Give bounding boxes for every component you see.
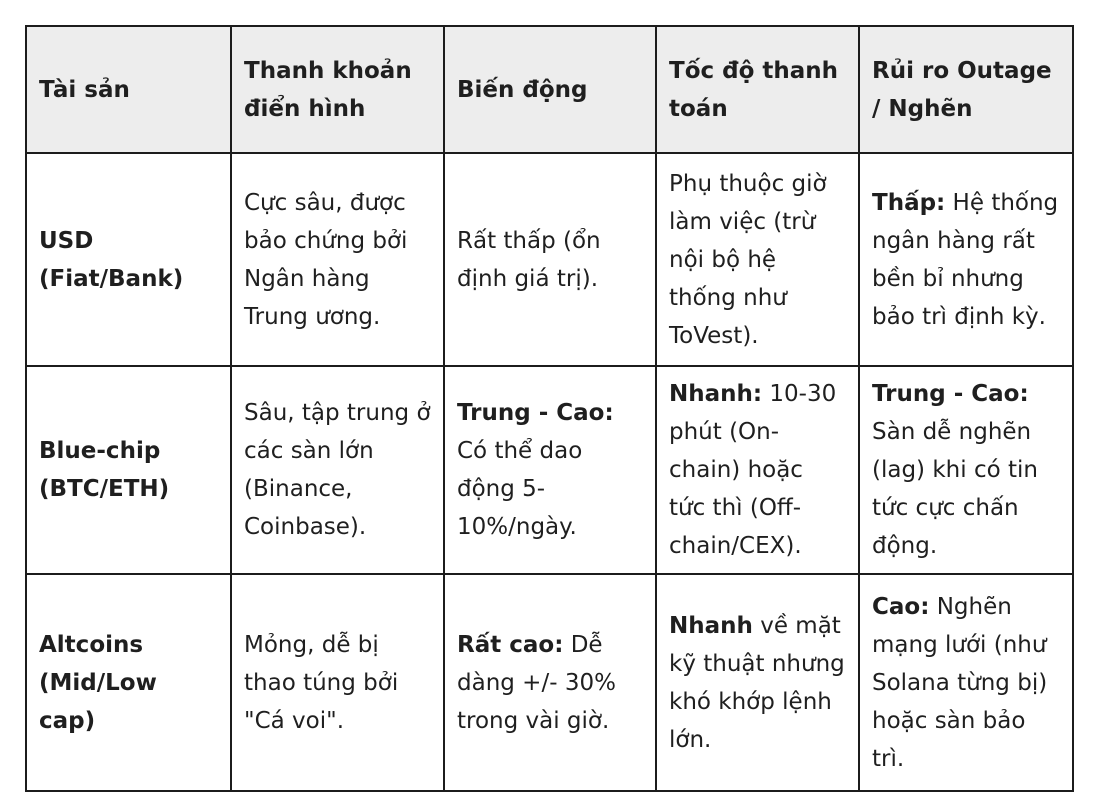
- cell-liquidity: [231, 574, 444, 791]
- cell-volatility: [444, 574, 656, 791]
- cell-outage: [859, 574, 1073, 791]
- cell-text: về mặt kỹ thuật nhưng khó khớp lệnh lớn.: [669, 612, 845, 753]
- cell-lead: Rất cao:: [457, 631, 564, 658]
- cell-outage: [859, 366, 1073, 574]
- header-cell-outage: Rủi ro Outage / Nghẽn: [859, 26, 1073, 153]
- cell-text: 10-30 phút (On-chain) hoặc tức thì (Off-chain/CEX).: [669, 381, 837, 559]
- cell-lead: Trung - Cao:: [872, 381, 1029, 407]
- cell-lead: Trung - Cao:: [457, 400, 614, 426]
- cell-settlement: [656, 574, 859, 791]
- cell-text: Sâu, tập trung ở các sàn lớn (Binance, Coinbase).: [244, 400, 431, 540]
- cell-lead: Nhanh: [669, 612, 753, 639]
- cell-outage: [859, 153, 1073, 366]
- cell-text: Nghẽn mạng lưới (như Solana từng bị) hoặc sàn bảo trì.: [872, 593, 1048, 772]
- cell-liquidity: [231, 366, 444, 574]
- cell-text: Rất thấp (ổn định giá trị).: [457, 227, 601, 292]
- asset-name: USD (Fiat/Bank): [26, 153, 231, 366]
- cell-lead: Nhanh:: [669, 381, 763, 407]
- cell-volatility: [444, 366, 656, 574]
- table-row-bluechip: [26, 366, 1073, 574]
- cell-settlement: [656, 366, 859, 574]
- cell-text: Phụ thuộc giờ làm việc (trừ nội bộ hệ thống như ToVest).: [669, 170, 827, 349]
- table-row-usd: [26, 153, 1073, 366]
- asset-name: Altcoins (Mid/Low cap): [26, 574, 231, 791]
- asset-name: Blue-chip (BTC/ETH): [26, 366, 231, 574]
- cell-text: Dễ dàng +/- 30% trong vài giờ.: [457, 631, 616, 734]
- asset-comparison-table: [25, 25, 1074, 792]
- cell-liquidity: [231, 153, 444, 366]
- cell-settlement: [656, 153, 859, 366]
- cell-text: Cực sâu, được bảo chứng bởi Ngân hàng Trung ương.: [244, 189, 408, 330]
- header-cell-asset: Tài sản: [26, 26, 231, 153]
- header-cell-settlement: Tốc độ thanh toán: [656, 26, 859, 153]
- cell-text: Mỏng, dễ bị thao túng bởi "Cá voi".: [244, 631, 399, 734]
- header-cell-liquidity: Thanh khoản điển hình: [231, 26, 444, 153]
- table-header-row: [26, 26, 1073, 153]
- cell-text: Sàn dễ nghẽn (lag) khi có tin tức cực chấn động.: [872, 419, 1038, 559]
- cell-volatility: [444, 153, 656, 366]
- table-row-altcoins: [26, 574, 1073, 791]
- cell-text: Hệ thống ngân hàng rất bền bỉ nhưng bảo trì định kỳ.: [872, 189, 1059, 330]
- cell-lead: Thấp:: [872, 189, 946, 216]
- header-cell-volatility: Biến động: [444, 26, 656, 153]
- cell-text: Có thể dao động 5-10%/ngày.: [457, 438, 583, 540]
- cell-lead: Cao:: [872, 593, 930, 620]
